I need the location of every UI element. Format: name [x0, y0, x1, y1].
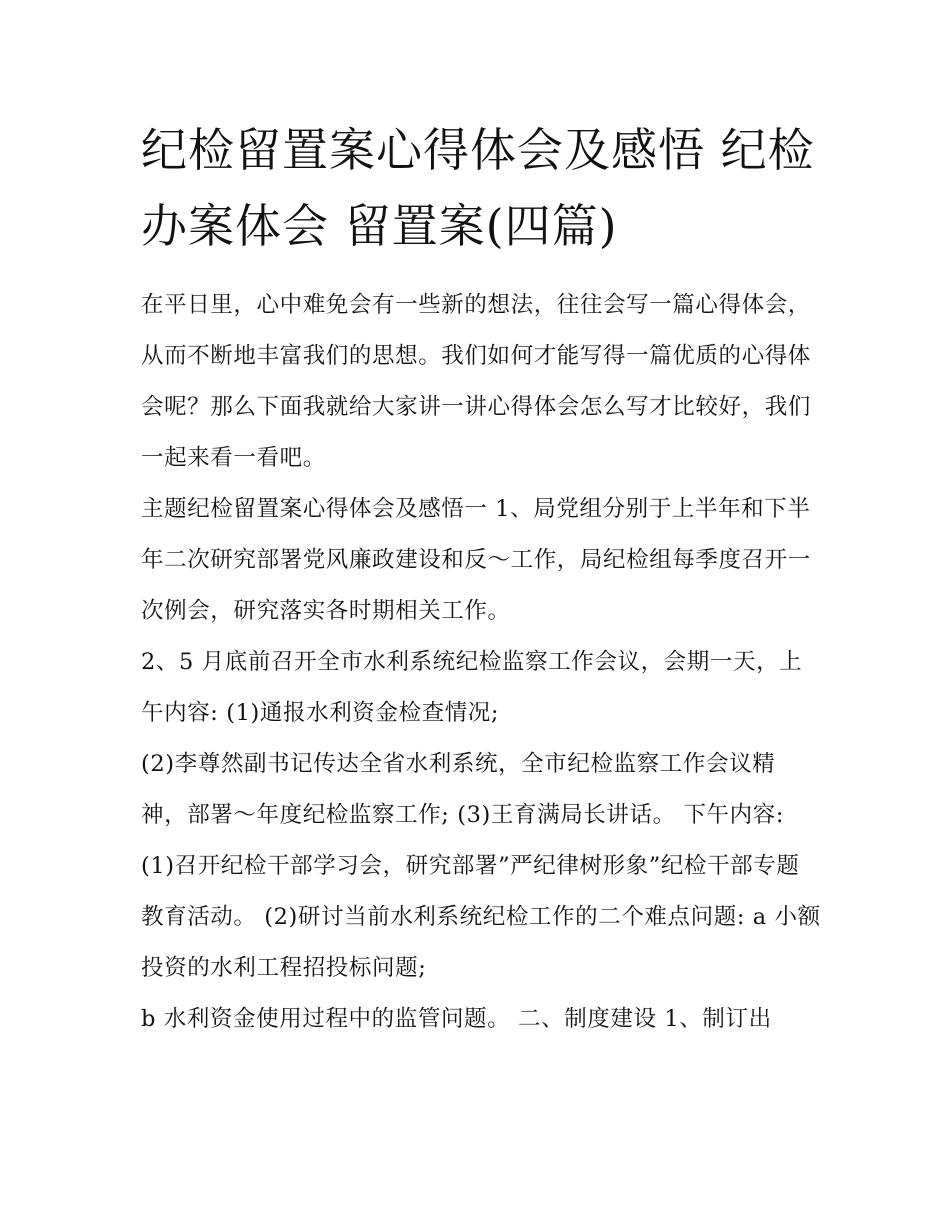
- paragraph-intro: 在平日里，心中难免会有一些新的想法，往往会写一篇心得体会，从而不断地丰富我们的思想。我们如何才能写得一篇优质的心得体会呢？那么下面我就给大家讲一讲心得体会怎么写才比较好，我们一起来看一看吧。: [141, 292, 811, 471]
- paragraph-topic-one: 主题纪检留置案心得体会及感悟一 1、局党组分别于上半年和下半年二次研究部署党风廉政建设和反～工作，局纪检组每季度召开一次例会，研究落实各时期相关工作。: [141, 496, 811, 624]
- document-title: 纪检留置案心得体会及感悟 纪检办案体会 留置案(四篇): [141, 123, 815, 253]
- paragraph-item-two: 2、5 月底前召开全市水利系统纪检监察工作会议，会期一天，上午内容: (1)通报水利资金检查情况;: [141, 649, 803, 726]
- document-body: [141, 112, 821, 1045]
- paragraph-afternoon-agenda: (1)召开纪检干部学习会，研究部署”严纪律树形象”纪检干部专题教育活动。 (2)研讨当前水利系统纪检工作的二个难点问题: a 小额投资的水利工程招投标问题;: [141, 853, 821, 981]
- paragraph-institution-building: b 水利资金使用过程中的监管问题。 二、制度建设 1、制订出: [141, 1006, 772, 1032]
- paragraph-morning-agenda: (2)李尊然副书记传达全省水利系统，全市纪检监察工作会议精神，部署～年度纪检监察工作; (3)王育满局长讲话。 下午内容:: [141, 751, 785, 828]
- paragraph-list: [141, 280, 821, 1045]
